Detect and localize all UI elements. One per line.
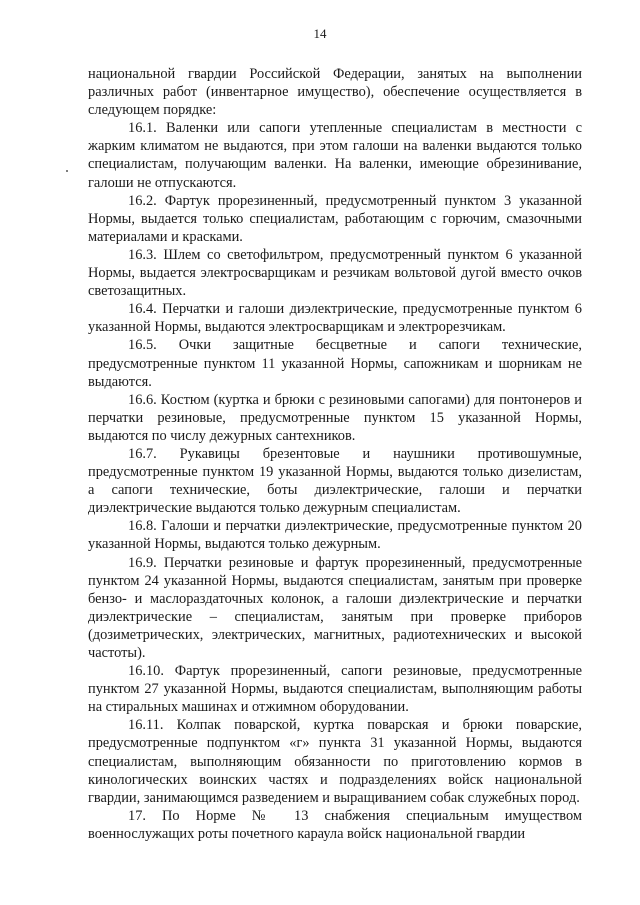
paragraph-16-5: 16.5. Очки защитные бесцветные и сапоги технические, предусмотренные пунктом 11 указанной Нормы, сапожникам и шорникам не выдаются. [88, 337, 582, 390]
paragraph-16-3: 16.3. Шлем со светофильтром, предусмотренный пунктом 6 указанной Нормы, выдается электросварщикам и резчикам вольтовой дугой вместо очков светозащитных. [88, 246, 582, 300]
body-text [88, 65, 582, 843]
paragraph-16-11: 16.11. Колпак поварской, куртка поварская и брюки поварские, предусмотренные подпунктом «г» пункта 31 указанной Нормы, выдаются специалистам, выполняющим обязанности по приготовлению кормов в кинологических воинских частях и подразделениях войск национальной гвардии, занимающимся разведением и выращиванием собак служебных пород. [88, 717, 582, 806]
paragraph-16-9: 16.9. Перчатки резиновые и фартук прорезиненный, предусмотренные пунктом 24 указанной Нормы, выдаются специалистам, занятым при проверке бензо- и маслораздаточных колонок, а галоши диэлектрические и перчатки диэлектрические – специалистам, занятым при проверке приборов (дозиметрических, электрических, магнитных, радиотехнических и высокой частоты). [88, 554, 582, 661]
scan-speck [66, 170, 68, 172]
paragraph-16-1: 16.1. Валенки или сапоги утепленные специалистам в местности с жарким климатом не выдаются, при этом галоши на валенки выдаются только специалистам, получающим валенки. На валенки, имеющие обрезинивание, галоши не отпускаются. [88, 120, 582, 191]
paragraph-17: 17. По Норме № 13 снабжения специальным имуществом военнослужащих роты почетного караула войск национальной гвардии [88, 807, 582, 842]
paragraph-16-6: 16.6. Костюм (куртка и брюки с резиновыми сапогами) для понтонеров и перчатки резиновые, предусмотренные пунктом 15 указанной Нормы, выдаются по числу дежурных сантехников. [88, 391, 582, 444]
paragraph-16-2: 16.2. Фартук прорезиненный, предусмотренный пунктом 3 указанной Нормы, выдается только специалистам, работающим с горючим, смазочными материалами и красками. [88, 192, 582, 245]
paragraph-16-10: 16.10. Фартук прорезиненный, сапоги резиновые, предусмотренные пунктом 27 указанной Нормы, выдаются специалистам, выполняющим работы на стиральных машинах и отжимном оборудовании. [88, 663, 582, 716]
paragraph-16-4: 16.4. Перчатки и галоши диэлектрические, предусмотренные пунктом 6 указанной Нормы, выдаются электросварщикам и электрорезчикам. [88, 301, 582, 336]
paragraph-16-7: 16.7. Рукавицы брезентовые и наушники противошумные, предусмотренные пунктом 19 указанной Нормы, выдаются только дизелистам, а сапоги технические, боты диэлектрические, галоши и перчатки диэлектрические выдаются только дежурным специалистам. [88, 445, 582, 517]
paragraph-16-8: 16.8. Галоши и перчатки диэлектрические, предусмотренные пунктом 20 указанной Нормы, выдаются только дежурным. [88, 518, 582, 553]
paragraph-intro: национальной гвардии Российской Федерации, занятых на выполнении различных работ (инвентарное имущество), обеспечение осуществляется в следующем порядке: [88, 66, 582, 119]
page-number: 14 [313, 26, 327, 41]
